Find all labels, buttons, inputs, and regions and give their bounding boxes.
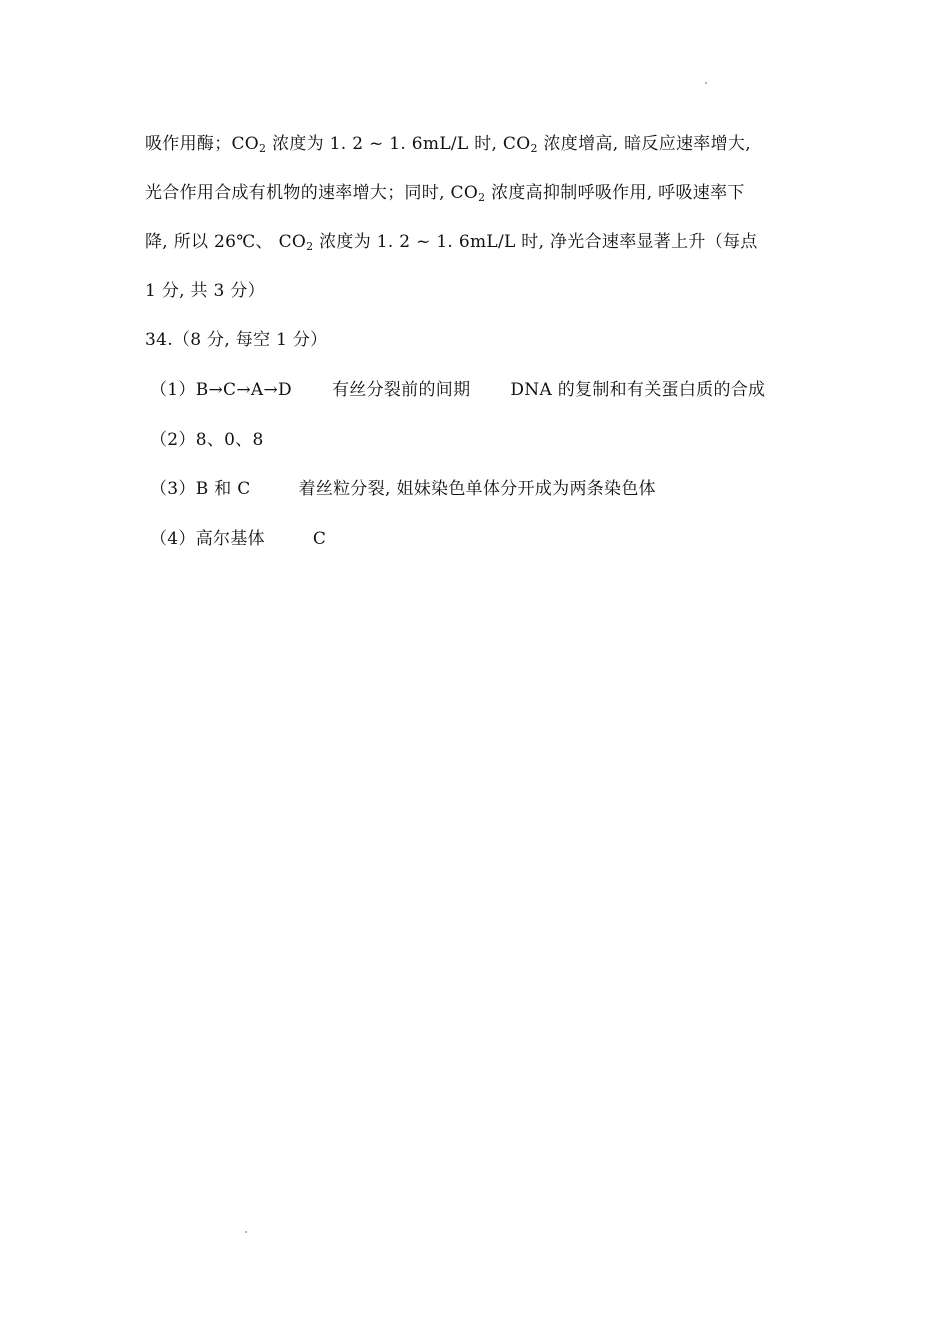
subscript: 2 xyxy=(530,142,538,155)
text-segment: 浓度为 1. 2 ~ 1. 6mL/L 时, 净光合速率显著上升（每点 xyxy=(313,232,758,252)
item-number: （2） xyxy=(150,430,196,450)
text-segment: 浓度增高, 暗反应速率增大, xyxy=(537,134,751,154)
item-number: （4） xyxy=(150,529,196,549)
question-34-header xyxy=(145,329,328,351)
paragraph-line-3 xyxy=(145,231,758,253)
answer-item-4 xyxy=(150,528,326,550)
answer-item-2 xyxy=(150,429,264,451)
text-segment: 吸作用酶；CO xyxy=(145,134,260,154)
text-segment: 浓度高抑制呼吸作用, 呼吸速率下 xyxy=(485,183,745,203)
paragraph-line-4 xyxy=(145,280,265,302)
speck-mark xyxy=(245,1231,247,1233)
answer-item-3 xyxy=(150,478,656,500)
subscript: 2 xyxy=(259,142,267,155)
answer-part: 高尔基体 xyxy=(195,529,265,549)
paragraph-line-1 xyxy=(145,133,751,155)
subscript: 2 xyxy=(306,240,314,253)
answer-part: 有丝分裂前的间期 xyxy=(331,380,471,400)
answer-part: 8、0、8 xyxy=(195,430,264,450)
answer-part: 着丝粒分裂, 姐妹染色单体分开成为两条染色体 xyxy=(298,479,656,499)
text-segment: 浓度为 1. 2 ~ 1. 6mL/L 时, CO xyxy=(266,134,531,154)
subscript: 2 xyxy=(478,191,486,204)
item-number: （3） xyxy=(150,479,196,499)
answer-part: C xyxy=(312,529,327,549)
text-segment: 降, 所以 26℃、 CO xyxy=(145,232,307,252)
answer-part: B 和 C xyxy=(195,479,251,499)
answer-part: B→C→A→D xyxy=(195,380,292,400)
text-segment: 1 分, 共 3 分） xyxy=(145,281,265,301)
answer-item-1 xyxy=(150,379,765,401)
question-header-text: 34.（8 分, 每空 1 分） xyxy=(145,330,328,350)
answer-part: DNA 的复制和有关蛋白质的合成 xyxy=(510,380,766,400)
paragraph-line-2 xyxy=(145,182,745,204)
item-number: （1） xyxy=(150,380,196,400)
speck-mark xyxy=(705,82,707,84)
text-segment: 光合作用合成有机物的速率增大；同时, CO xyxy=(145,183,479,203)
